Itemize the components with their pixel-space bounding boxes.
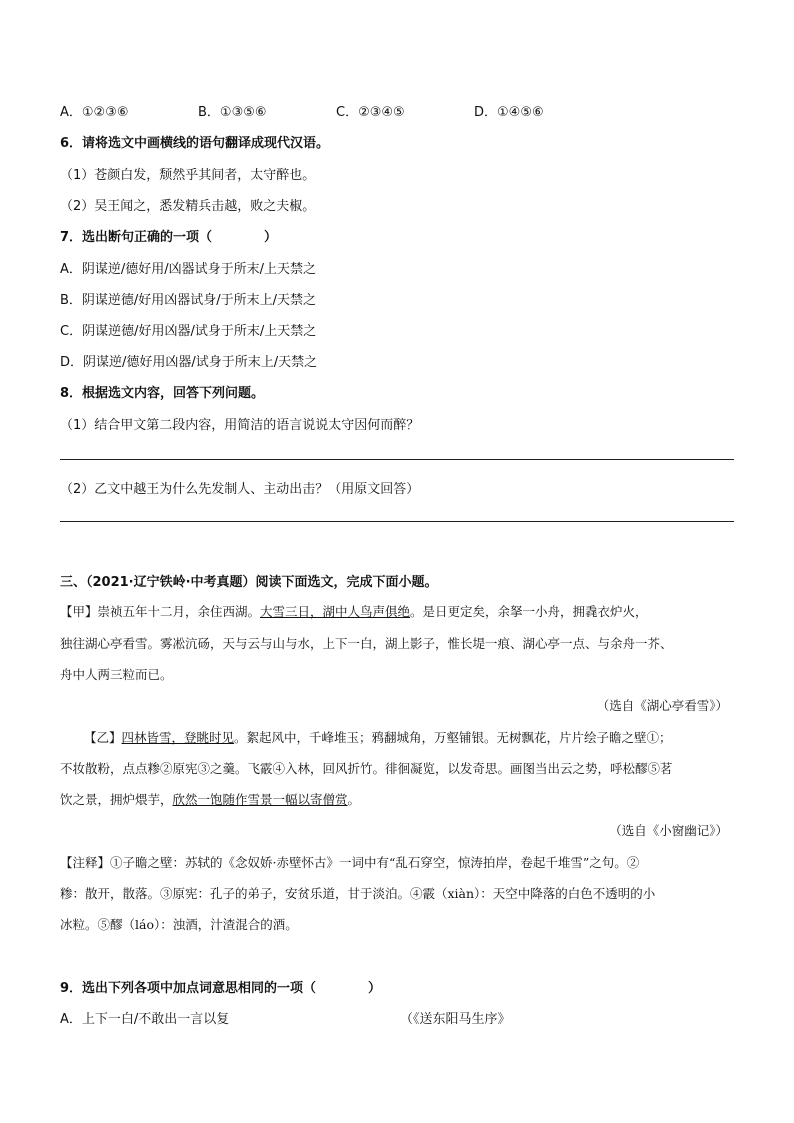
yi-text-3b: 。 (347, 792, 361, 807)
jia-tag: 【甲】 (60, 604, 98, 619)
q6-item-2: （2）吴王闻之，悉发精兵击越，败之夫椒。 (60, 199, 316, 214)
jia-text-1b: 。是日更定矣，余拏一小舟，拥毳衣炉火， (410, 604, 648, 619)
q7-option-b: B．阴谋逆德/好用凶器试身/于所末上/天禁之 (60, 293, 317, 308)
q8-item-2: （2）乙文中越王为什么先发制人、主动出击？（用原文回答） (60, 482, 420, 497)
q7-title: 7．选出断句正确的一项（ ） (60, 230, 278, 245)
yi-source: （选自《小窗幽记》） (609, 823, 728, 838)
yi-text-1b: 。絮起风中，千峰堆玉；鸦翻城角，万壑铺银。无树飘花，片片绘子瞻之壁①； (234, 730, 672, 745)
q6-item-1: （1）苍颜白发，颓然乎其间者，太守醉也。 (60, 168, 316, 183)
jia-line-2: 独往湖心亭看雪。雾凇沆砀，天与云与山与水，上下一白，湖上影子，惟长堤一痕、湖心亭一点、与余舟一芥、 (60, 636, 673, 651)
yi-text-3a: 饮之景，拥炉煨芋， (60, 792, 173, 807)
q9-option-a: A．上下一白/不敢出一言以复 (60, 1012, 230, 1027)
q9-title: 9．选出下列各项中加点词意思相同的一项（ ） (60, 981, 382, 996)
q5-option-c: C．②③④⑤ (336, 105, 405, 120)
yi-underlined-sentence-1: 四林皆雪，登眺时见 (121, 730, 235, 745)
jia-source: （选自《湖心亭看雪》） (596, 698, 728, 713)
note-line-1: 【注释】①子瞻之壁：苏轼的《念奴娇·赤壁怀古》一词中有“乱石穿空，惊涛拍岸，卷起千堆雪”之句。② (60, 855, 640, 870)
jia-underlined-sentence: 大雪三日，湖中人鸟声俱绝 (260, 604, 411, 619)
jia-line-3: 舟中人两三粒而已。 (60, 667, 173, 682)
q6-title: 6．请将选文中画横线的语句翻译成现代汉语。 (60, 136, 330, 151)
jia-text-1a: 崇祯五年十二月，余住西湖。 (97, 604, 261, 619)
jia-line-1 (60, 602, 648, 620)
q8-title: 8．根据选文内容，回答下列问题。 (60, 386, 265, 401)
section3-heading: 三、（2021·辽宁铁岭·中考真题）阅读下面选文，完成下面小题。 (60, 575, 438, 590)
q5-option-a: A．①②③⑥ (60, 105, 129, 120)
note-line-3: 冰粒。⑤醪（láo）：浊酒，汁渣混合的酒。 (60, 917, 298, 932)
yi-underlined-sentence-2: 欣然一饱随作雪景一幅以寄僧赏 (172, 792, 348, 807)
note-line-2: 糁：散开，散落。③原宪：孔子的弟子，安贫乐道，甘于淡泊。④霰（xiàn）：天空中降落的白色不透明的小 (60, 886, 656, 901)
yi-line-2: 不妆散粉，点点糁②原宪③之羹。飞霰④入林，回风折竹。徘徊凝览，以发奇思。画图当出云之势，呼松醪⑤茗 (60, 761, 673, 776)
q8-item-1: （1）结合甲文第二段内容，用简洁的语言说说太守因何而醉？ (60, 418, 420, 433)
q5-option-d: D．①④⑤⑥ (474, 105, 544, 120)
q7-option-c: C．阴谋逆德/好用凶器/试身于所末/上天禁之 (60, 324, 317, 339)
q9-option-a-source: （《送东阳马生序》 (400, 1012, 511, 1027)
yi-line-3 (60, 790, 360, 808)
yi-tag: 【乙】 (84, 730, 122, 745)
q5-option-b: B．①③⑤⑥ (198, 105, 267, 120)
q8-answer-line-1[interactable] (60, 459, 734, 460)
q7-option-d: D．阴谋逆/德好用凶器/试身于所末上/天禁之 (60, 355, 318, 370)
yi-line-1 (60, 728, 672, 746)
q7-option-a: A．阴谋逆/德好用/凶器试身于所末/上天禁之 (60, 262, 317, 277)
q8-answer-line-2[interactable] (60, 521, 734, 522)
